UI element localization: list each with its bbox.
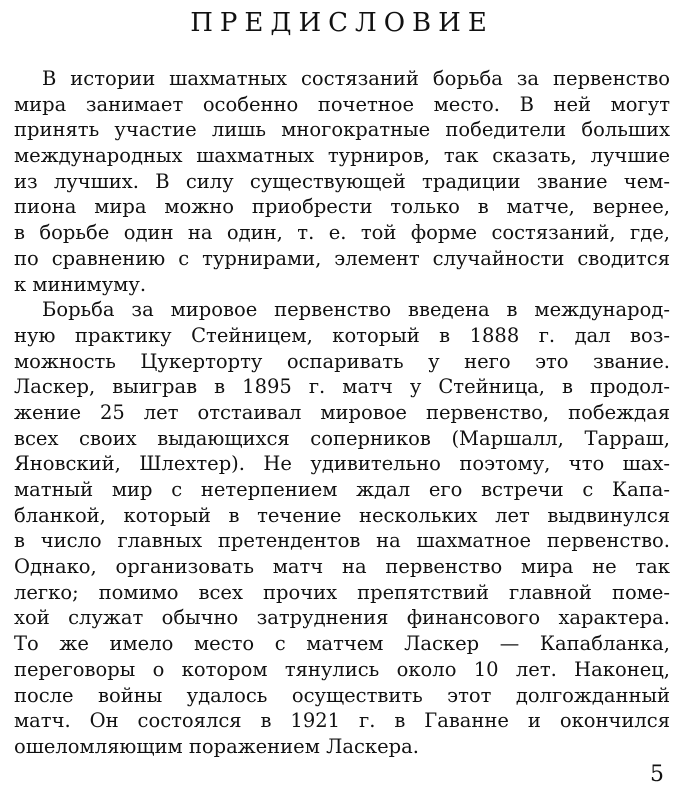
paragraph-2 — [14, 297, 670, 759]
text-line: международных шахматных турниров, так сказать, лучшие — [14, 144, 670, 168]
text-line: матный мир с нетерпением ждал его встречи с Капа- — [14, 478, 670, 501]
text-line: из лучших. В силу существующей традиции звание чем- — [14, 169, 670, 193]
text-line: ную практику Стейницем, который в 1888 г. дал воз- — [14, 323, 670, 347]
paragraph-1 — [14, 66, 670, 297]
text-line: матч. Он состоялся в 1921 г. в Гаванне и окончился — [14, 709, 670, 733]
text-line: всех своих выдающихся соперников (Маршалл, Тарраш, — [14, 426, 670, 450]
text-line: можность Цукерторту оспаривать у него это звание. — [14, 349, 670, 373]
text-line: То же имело место с матчем Ласкер — Капабланка, — [14, 632, 670, 656]
text-line: Яновский, Шлехтер). Не удивительно поэтому, что шах- — [14, 452, 670, 476]
preface-text — [14, 66, 670, 760]
text-line: Ласкер, выиграв в 1895 г. матч у Стейница, в продол- — [14, 375, 670, 399]
text-line: хой служат обычно затруднения финансового характера. — [14, 606, 670, 630]
page-title: ПРЕДИСЛОВИЕ — [190, 8, 494, 38]
text-line: по сравнению с турнирами, элемент случайности сводится — [14, 246, 670, 270]
text-line: ошеломляющим поражением Ласкера. — [14, 734, 419, 758]
text-line: В истории шахматных состязаний борьба за первенство — [42, 67, 670, 90]
text-line: принять участие лишь многократные победители больших — [14, 118, 670, 142]
page-number: 5 — [650, 762, 664, 787]
text-line: Однако, организовать матч на первенство мира не так — [14, 555, 670, 579]
text-line: легко; помимо всех прочих препятствий главной поме- — [14, 580, 670, 604]
text-line: жение 25 лет отстаивал мировое первенство, побеждая — [14, 400, 670, 424]
text-line: в число главных претендентов на шахматное первенство. — [14, 529, 670, 553]
text-line: в борьбе один на один, т. е. той форме состязаний, где, — [14, 221, 670, 245]
text-line: мира занимает особенно почетное место. В ней могут — [14, 92, 670, 116]
text-line: переговоры о котором тянулись около 10 лет. Наконец, — [14, 657, 670, 681]
text-line: к минимуму. — [14, 272, 147, 296]
text-line: бланкой, который в течение нескольких лет выдвинулся — [14, 503, 670, 527]
text-line: после войны удалось осуществить этот долгожданный — [14, 683, 670, 707]
text-line: Борьба за мировое первенство введена в международ- — [42, 298, 670, 322]
text-line: пиона мира можно приобрести только в матче, вернее, — [14, 195, 670, 219]
